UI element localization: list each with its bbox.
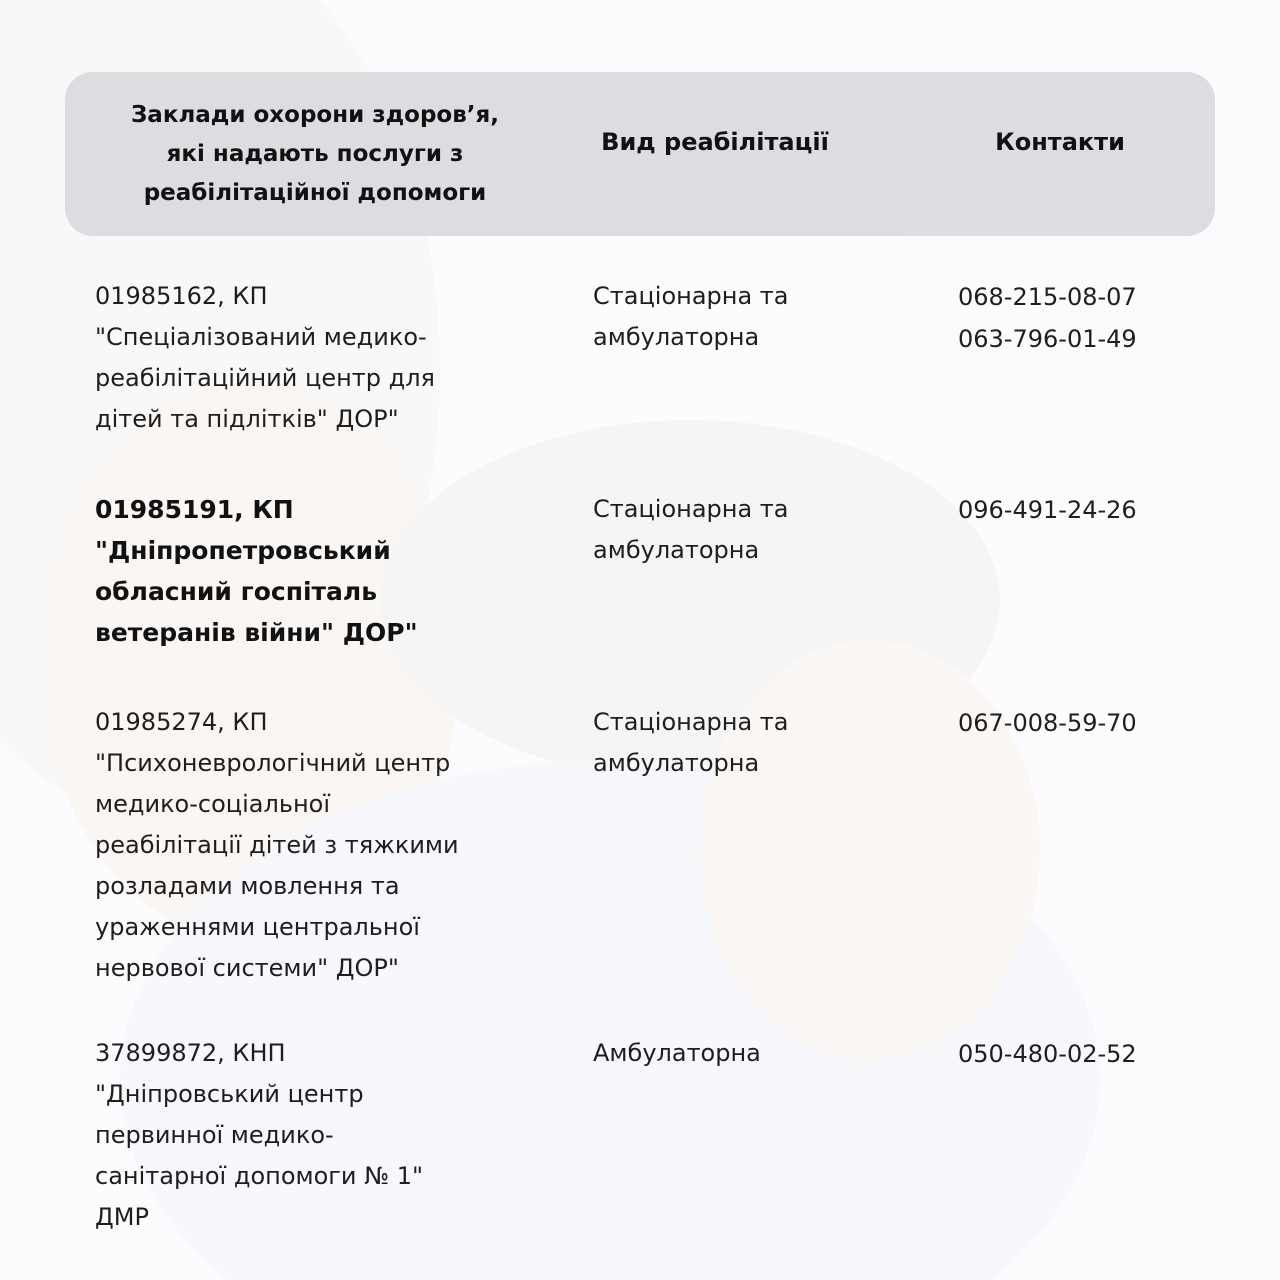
rehab-type: Амбулаторна (593, 1039, 761, 1067)
institution-name: 01985191, КП "Дніпропетровський обласний госпіталь ветеранів війни" ДОР" (95, 495, 418, 647)
institution-name: 37899872, КНП "Дніпровський центр первинної медико- санітарної допомоги № 1" ДМР (95, 1039, 424, 1231)
contact-phones: 067-008-59-70 (958, 709, 1137, 737)
header-institutions: Заклади охорони здоров’я, які надають послуги з реабілітаційної допомоги (130, 101, 500, 206)
institution-name: 01985274, КП "Психоневрологічний центр медико-соціальної реабілітації дітей з тяжкими розладами мовлення та ураженнями центральної нервової системи" ДОР" (95, 708, 459, 982)
contact-phones: 050-480-02-52 (958, 1040, 1137, 1068)
rehab-type: Стаціонарна та амбулаторна (593, 708, 789, 777)
rehab-type: Стаціонарна та амбулаторна (593, 282, 789, 351)
contact-phones: 096-491-24-26 (958, 496, 1137, 524)
rehab-type: Стаціонарна та амбулаторна (593, 495, 789, 564)
header-rehab-type: Вид реабілітації (601, 128, 829, 156)
header-contacts: Контакти (995, 128, 1125, 156)
table-header (65, 72, 1215, 236)
institution-name: 01985162, КП "Спеціалізований медико- реабілітаційний центр для дітей та підлітків" ДОР" (95, 282, 435, 433)
contact-phones: 068-215-08-07 063-796-01-49 (958, 283, 1137, 353)
